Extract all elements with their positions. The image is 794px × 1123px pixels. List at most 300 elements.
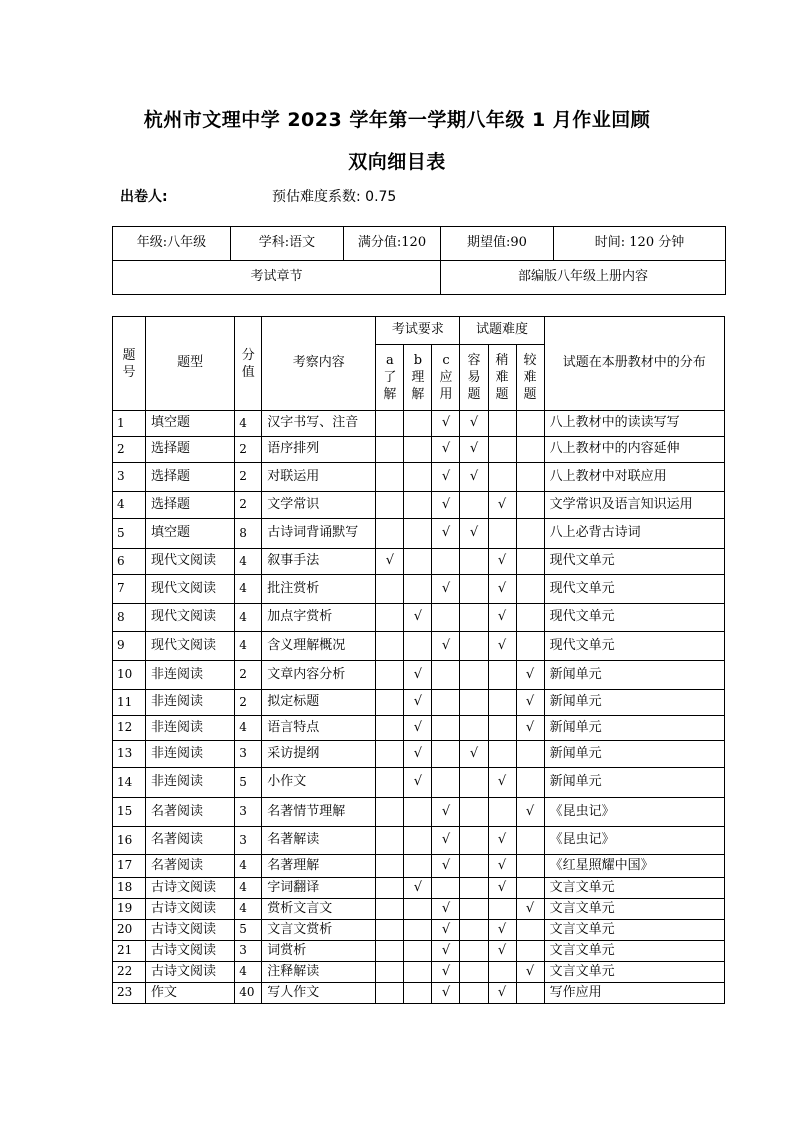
diff-easy-cell: √ — [460, 519, 488, 549]
diff-hard-cell — [516, 463, 544, 492]
distribution-cell: 八上教材中对联应用 — [544, 463, 724, 492]
question-type-cell: 古诗文阅读 — [146, 878, 235, 899]
req-c-cell — [432, 878, 460, 899]
table-row — [113, 798, 725, 827]
score-cell: 4 — [235, 716, 262, 741]
diff-mid-cell: √ — [488, 768, 516, 798]
distribution-cell: 文言文单元 — [544, 878, 724, 899]
diff-mid-cell: √ — [488, 632, 516, 661]
score-cell: 4 — [235, 549, 262, 575]
req-a-cell — [376, 920, 404, 941]
content-cell: 名著理解 — [262, 855, 376, 878]
header-char: 较 — [523, 353, 537, 368]
author-label: 出卷人: — [120, 189, 168, 205]
diff-mid-cell — [488, 661, 516, 690]
score-cell: 4 — [235, 962, 262, 983]
table-row — [113, 411, 725, 437]
content-cell: 对联运用 — [262, 463, 376, 492]
diff-easy-cell — [460, 492, 488, 519]
diff-hard-cell — [516, 411, 544, 437]
content-cell: 名著情节理解 — [262, 798, 376, 827]
distribution-cell: 八上教材中的内容延伸 — [544, 437, 724, 463]
req-a-cell — [376, 492, 404, 519]
question-type-cell: 名著阅读 — [146, 855, 235, 878]
document-subtitle: 双向细目表 — [348, 151, 446, 173]
req-b-cell — [404, 798, 432, 827]
question-number-cell: 7 — [113, 575, 146, 604]
question-number-cell: 4 — [113, 492, 146, 519]
content-cell: 语言特点 — [262, 716, 376, 741]
content-cell: 名著解读 — [262, 827, 376, 855]
header-char: 容 — [467, 353, 481, 368]
content-cell: 文言文赏析 — [262, 920, 376, 941]
req-c-cell: √ — [432, 411, 460, 437]
question-type-cell: 现代文阅读 — [146, 575, 235, 604]
content-cell: 加点字赏析 — [262, 604, 376, 632]
diff-mid-cell: √ — [488, 827, 516, 855]
distribution-cell: 新闻单元 — [544, 690, 724, 716]
diff-easy-cell — [460, 575, 488, 604]
header-char: 用 — [439, 387, 453, 402]
diff-easy-cell: √ — [460, 437, 488, 463]
diff-easy-cell — [460, 899, 488, 920]
table-row — [113, 492, 725, 519]
content-cell: 叙事手法 — [262, 549, 376, 575]
content-cell: 文章内容分析 — [262, 661, 376, 690]
question-type-cell: 现代文阅读 — [146, 632, 235, 661]
table-row — [113, 549, 725, 575]
content-cell: 注释解读 — [262, 962, 376, 983]
diff-hard-cell: √ — [516, 661, 544, 690]
req-b-cell — [404, 437, 432, 463]
diff-easy-cell — [460, 716, 488, 741]
score-cell: 3 — [235, 941, 262, 962]
col-header-diff-hard — [516, 345, 544, 411]
diff-mid-cell: √ — [488, 878, 516, 899]
diff-easy-cell — [460, 941, 488, 962]
diff-easy-cell: √ — [460, 741, 488, 768]
req-c-cell: √ — [432, 519, 460, 549]
diff-mid-cell: √ — [488, 941, 516, 962]
question-number-cell: 2 — [113, 437, 146, 463]
distribution-cell: 写作应用 — [544, 983, 724, 1004]
question-number-cell: 15 — [113, 798, 146, 827]
col-header-requirement: 考试要求 — [376, 317, 460, 345]
distribution-cell: 现代文单元 — [544, 549, 724, 575]
score-cell: 5 — [235, 768, 262, 798]
content-cell: 汉字书写、注音 — [262, 411, 376, 437]
table-row — [113, 463, 725, 492]
diff-mid-cell: √ — [488, 575, 516, 604]
question-number-cell: 5 — [113, 519, 146, 549]
req-c-cell: √ — [432, 983, 460, 1004]
distribution-cell: 八上教材中的读读写写 — [544, 411, 724, 437]
req-b-cell: √ — [404, 741, 432, 768]
header-char: 题 — [122, 347, 136, 363]
diff-hard-cell: √ — [516, 716, 544, 741]
header-char: 易 — [467, 370, 481, 385]
diff-easy-cell — [460, 983, 488, 1004]
content-cell: 文学常识 — [262, 492, 376, 519]
distribution-cell: 现代文单元 — [544, 575, 724, 604]
diff-mid-cell: √ — [488, 492, 516, 519]
time-cell: 时间: 120 分钟 — [554, 227, 726, 261]
diff-hard-cell — [516, 741, 544, 768]
table-row — [113, 920, 725, 941]
header-char: 值 — [241, 364, 255, 380]
score-cell: 8 — [235, 519, 262, 549]
diff-mid-cell — [488, 899, 516, 920]
score-cell: 3 — [235, 827, 262, 855]
table-row — [113, 878, 725, 899]
question-type-cell: 古诗文阅读 — [146, 899, 235, 920]
req-a-cell — [376, 661, 404, 690]
question-number-cell: 17 — [113, 855, 146, 878]
diff-hard-cell — [516, 983, 544, 1004]
diff-easy-cell — [460, 768, 488, 798]
req-b-cell — [404, 941, 432, 962]
score-cell: 3 — [235, 741, 262, 768]
header-char: 题 — [495, 387, 509, 402]
score-cell: 2 — [235, 492, 262, 519]
diff-hard-cell: √ — [516, 690, 544, 716]
diff-mid-cell: √ — [488, 549, 516, 575]
score-cell: 2 — [235, 437, 262, 463]
diff-mid-cell: √ — [488, 855, 516, 878]
req-c-cell: √ — [432, 962, 460, 983]
score-cell: 40 — [235, 983, 262, 1004]
distribution-cell: 文言文单元 — [544, 962, 724, 983]
req-a-cell — [376, 716, 404, 741]
header-char: 解 — [411, 387, 425, 402]
req-a-cell — [376, 855, 404, 878]
diff-mid-cell — [488, 962, 516, 983]
diff-mid-cell — [488, 437, 516, 463]
diff-hard-cell — [516, 855, 544, 878]
req-b-cell: √ — [404, 661, 432, 690]
score-cell: 5 — [235, 920, 262, 941]
header-char: 了 — [383, 370, 397, 385]
req-c-cell — [432, 690, 460, 716]
content-cell: 批注赏析 — [262, 575, 376, 604]
req-b-cell — [404, 899, 432, 920]
table-row — [113, 604, 725, 632]
question-number-cell: 8 — [113, 604, 146, 632]
req-c-cell: √ — [432, 899, 460, 920]
req-b-cell — [404, 519, 432, 549]
req-b-cell — [404, 492, 432, 519]
question-type-cell: 填空题 — [146, 519, 235, 549]
req-c-cell: √ — [432, 463, 460, 492]
detail-table — [112, 316, 725, 1004]
question-number-cell: 21 — [113, 941, 146, 962]
col-header-req-a — [376, 345, 404, 411]
header-char: 难 — [495, 370, 509, 385]
content-cell: 含义理解概况 — [262, 632, 376, 661]
score-cell: 4 — [235, 855, 262, 878]
table-row — [113, 768, 725, 798]
req-b-cell — [404, 983, 432, 1004]
table-row — [113, 741, 725, 768]
req-a-cell — [376, 798, 404, 827]
question-number-cell: 3 — [113, 463, 146, 492]
content-cell: 小作文 — [262, 768, 376, 798]
diff-easy-cell — [460, 962, 488, 983]
exam-info-table — [112, 226, 726, 295]
header-char: 题 — [467, 387, 481, 402]
req-b-cell: √ — [404, 768, 432, 798]
content-cell: 赏析文言文 — [262, 899, 376, 920]
question-number-cell: 13 — [113, 741, 146, 768]
distribution-cell: 《昆虫记》 — [544, 798, 724, 827]
document-title: 杭州市文理中学 2023 学年第一学期八年级 1 月作业回顾 — [143, 109, 651, 131]
req-b-cell — [404, 962, 432, 983]
req-b-cell — [404, 549, 432, 575]
diff-easy-cell — [460, 920, 488, 941]
req-a-cell — [376, 962, 404, 983]
question-number-cell: 10 — [113, 661, 146, 690]
question-number-cell: 18 — [113, 878, 146, 899]
distribution-cell: 《红星照耀中国》 — [544, 855, 724, 878]
distribution-cell: 新闻单元 — [544, 768, 724, 798]
diff-hard-cell — [516, 920, 544, 941]
content-cell: 字词翻译 — [262, 878, 376, 899]
req-b-cell — [404, 411, 432, 437]
req-a-cell: √ — [376, 549, 404, 575]
req-c-cell: √ — [432, 855, 460, 878]
diff-easy-cell — [460, 827, 488, 855]
diff-hard-cell — [516, 604, 544, 632]
req-a-cell — [376, 411, 404, 437]
question-type-cell: 名著阅读 — [146, 827, 235, 855]
header-char: 稍 — [495, 353, 509, 368]
diff-mid-cell — [488, 463, 516, 492]
req-c-cell: √ — [432, 941, 460, 962]
header-char: b — [413, 353, 423, 368]
question-type-cell: 名著阅读 — [146, 798, 235, 827]
question-number-cell: 22 — [113, 962, 146, 983]
question-number-cell: 12 — [113, 716, 146, 741]
question-number-cell: 1 — [113, 411, 146, 437]
req-b-cell: √ — [404, 716, 432, 741]
diff-mid-cell: √ — [488, 604, 516, 632]
content-cell: 词赏析 — [262, 941, 376, 962]
table-row — [113, 690, 725, 716]
table-row — [113, 632, 725, 661]
diff-easy-cell — [460, 855, 488, 878]
req-a-cell — [376, 768, 404, 798]
question-type-cell: 非连阅读 — [146, 716, 235, 741]
col-header-score — [235, 317, 262, 411]
req-a-cell — [376, 899, 404, 920]
req-c-cell: √ — [432, 798, 460, 827]
req-c-cell: √ — [432, 920, 460, 941]
question-number-cell: 14 — [113, 768, 146, 798]
diff-hard-cell — [516, 549, 544, 575]
content-cell: 写人作文 — [262, 983, 376, 1004]
question-type-cell: 古诗文阅读 — [146, 941, 235, 962]
distribution-cell: 文言文单元 — [544, 920, 724, 941]
req-a-cell — [376, 741, 404, 768]
req-c-cell: √ — [432, 632, 460, 661]
question-number-cell: 11 — [113, 690, 146, 716]
question-type-cell: 非连阅读 — [146, 690, 235, 716]
header-char: 分 — [241, 347, 255, 363]
header-char: 难 — [523, 370, 537, 385]
distribution-cell: 现代文单元 — [544, 604, 724, 632]
req-b-cell — [404, 827, 432, 855]
req-b-cell — [404, 632, 432, 661]
diff-easy-cell — [460, 661, 488, 690]
distribution-cell: 文言文单元 — [544, 941, 724, 962]
diff-hard-cell — [516, 632, 544, 661]
diff-easy-cell: √ — [460, 411, 488, 437]
col-header-no — [113, 317, 146, 411]
distribution-cell: 现代文单元 — [544, 632, 724, 661]
req-a-cell — [376, 827, 404, 855]
header-char: 应 — [439, 370, 453, 385]
diff-mid-cell — [488, 798, 516, 827]
table-row — [113, 575, 725, 604]
col-header-req-c — [432, 345, 460, 411]
subject-cell: 学科:语文 — [231, 227, 344, 261]
col-header-req-b — [404, 345, 432, 411]
diff-hard-cell — [516, 437, 544, 463]
col-header-difficulty: 试题难度 — [460, 317, 544, 345]
col-header-type: 题型 — [146, 317, 235, 411]
diff-easy-cell: √ — [460, 463, 488, 492]
content-cell: 拟定标题 — [262, 690, 376, 716]
table-row — [113, 519, 725, 549]
diff-hard-cell: √ — [516, 798, 544, 827]
score-cell: 2 — [235, 661, 262, 690]
req-c-cell — [432, 549, 460, 575]
diff-easy-cell — [460, 632, 488, 661]
question-number-cell: 9 — [113, 632, 146, 661]
header-char: 号 — [122, 364, 136, 380]
col-header-diff-easy — [460, 345, 488, 411]
col-header-content: 考察内容 — [262, 317, 376, 411]
header-char: 解 — [383, 387, 397, 402]
req-a-cell — [376, 437, 404, 463]
req-c-cell: √ — [432, 575, 460, 604]
req-c-cell — [432, 768, 460, 798]
diff-hard-cell — [516, 519, 544, 549]
table-row — [113, 661, 725, 690]
header-char: 题 — [523, 387, 537, 402]
req-a-cell — [376, 632, 404, 661]
table-row — [113, 983, 725, 1004]
header-char: a — [386, 353, 394, 368]
req-b-cell — [404, 463, 432, 492]
req-c-cell: √ — [432, 437, 460, 463]
diff-mid-cell — [488, 411, 516, 437]
diff-hard-cell — [516, 941, 544, 962]
table-row — [113, 855, 725, 878]
question-number-cell: 6 — [113, 549, 146, 575]
distribution-cell: 文学常识及语言知识运用 — [544, 492, 724, 519]
req-b-cell — [404, 575, 432, 604]
full-score-cell: 满分值:120 — [344, 227, 441, 261]
diff-hard-cell — [516, 827, 544, 855]
req-a-cell — [376, 983, 404, 1004]
content-cell: 采访提纲 — [262, 741, 376, 768]
table-row — [113, 899, 725, 920]
diff-hard-cell — [516, 878, 544, 899]
diff-easy-cell — [460, 604, 488, 632]
question-number-cell: 16 — [113, 827, 146, 855]
score-cell: 2 — [235, 690, 262, 716]
question-type-cell: 现代文阅读 — [146, 549, 235, 575]
score-cell: 4 — [235, 899, 262, 920]
distribution-cell: 《昆虫记》 — [544, 827, 724, 855]
diff-mid-cell — [488, 519, 516, 549]
req-c-cell: √ — [432, 492, 460, 519]
table-row — [113, 827, 725, 855]
distribution-cell: 文言文单元 — [544, 899, 724, 920]
req-b-cell: √ — [404, 604, 432, 632]
req-b-cell: √ — [404, 690, 432, 716]
expected-score-cell: 期望值:90 — [441, 227, 554, 261]
question-type-cell: 填空题 — [146, 411, 235, 437]
diff-easy-cell — [460, 690, 488, 716]
req-b-cell — [404, 920, 432, 941]
question-type-cell: 非连阅读 — [146, 741, 235, 768]
diff-mid-cell: √ — [488, 920, 516, 941]
diff-mid-cell: √ — [488, 983, 516, 1004]
req-a-cell — [376, 690, 404, 716]
diff-easy-cell — [460, 798, 488, 827]
question-number-cell: 23 — [113, 983, 146, 1004]
req-c-cell — [432, 604, 460, 632]
table-row — [113, 716, 725, 741]
req-c-cell — [432, 716, 460, 741]
question-number-cell: 20 — [113, 920, 146, 941]
question-type-cell: 选择题 — [146, 463, 235, 492]
table-row — [113, 962, 725, 983]
score-cell: 4 — [235, 632, 262, 661]
question-type-cell: 古诗文阅读 — [146, 920, 235, 941]
req-a-cell — [376, 878, 404, 899]
req-b-cell: √ — [404, 878, 432, 899]
table-row — [113, 941, 725, 962]
chapter-value-cell: 部编版八年级上册内容 — [441, 261, 726, 295]
diff-mid-cell — [488, 741, 516, 768]
req-c-cell — [432, 741, 460, 768]
col-header-distribution: 试题在本册教材中的分布 — [544, 317, 724, 411]
req-a-cell — [376, 941, 404, 962]
question-type-cell: 非连阅读 — [146, 661, 235, 690]
req-a-cell — [376, 604, 404, 632]
diff-easy-cell — [460, 878, 488, 899]
score-cell: 4 — [235, 878, 262, 899]
diff-easy-cell — [460, 549, 488, 575]
score-cell: 4 — [235, 411, 262, 437]
question-type-cell: 选择题 — [146, 437, 235, 463]
table-row — [113, 437, 725, 463]
question-type-cell: 非连阅读 — [146, 768, 235, 798]
diff-hard-cell: √ — [516, 899, 544, 920]
content-cell: 语序排列 — [262, 437, 376, 463]
header-char: 理 — [411, 370, 425, 385]
question-type-cell: 古诗文阅读 — [146, 962, 235, 983]
diff-hard-cell — [516, 575, 544, 604]
content-cell: 古诗词背诵默写 — [262, 519, 376, 549]
diff-hard-cell — [516, 492, 544, 519]
grade-cell: 年级:八年级 — [113, 227, 231, 261]
question-type-cell: 现代文阅读 — [146, 604, 235, 632]
req-a-cell — [376, 575, 404, 604]
